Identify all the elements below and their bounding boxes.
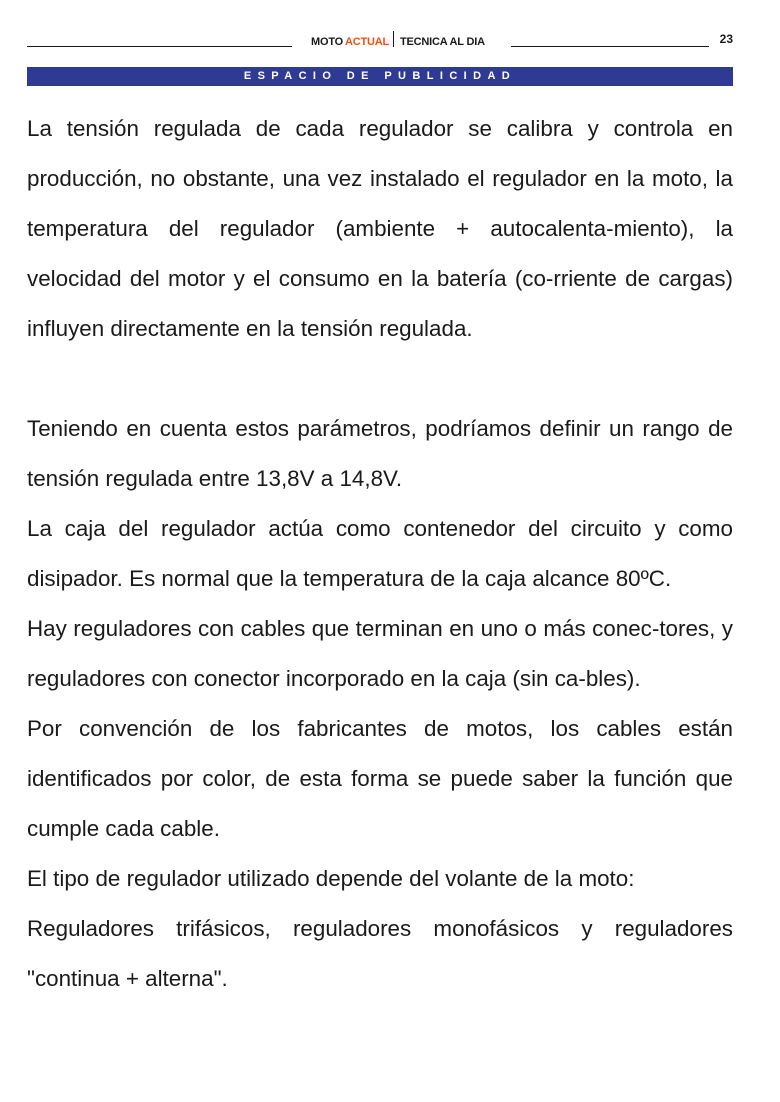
paragraph: La caja del regulador actúa como contenedor del circuito y como disipador. Es normal que la temperatura de la caja alcance 80ºC.	[27, 516, 733, 591]
paragraph: El tipo de regulador utilizado depende del volante de la moto:	[27, 866, 635, 891]
article-body	[27, 104, 733, 1004]
page-number: 23	[719, 32, 733, 46]
page-header	[27, 28, 733, 50]
brand-moto: MOTO	[311, 36, 343, 48]
paragraph: Hay reguladores con cables que terminan en uno o más conec-tores, y reguladores con conector incorporado en la caja (sin ca-bles).	[27, 616, 733, 691]
paragraph: La tensión regulada de cada regulador se calibra y controla en producción, no obstante, una vez instalado el regulador en la moto, la temperatura del regulador (ambiente + autocalenta-miento), la velocidad del motor y el consumo en la batería (co-rriente de cargas) influyen directamente en la tensión regulada.	[27, 116, 733, 341]
advertising-banner: ESPACIO DE PUBLICIDAD	[27, 67, 733, 86]
paragraph: Reguladores trifásicos, reguladores monofásicos y reguladores "continua + alterna".	[27, 916, 733, 991]
header-rule-right	[511, 46, 709, 47]
paragraph: Teniendo en cuenta estos parámetros, podríamos definir un rango de tensión regulada entre 13,8V a 14,8V.	[27, 416, 733, 491]
brand-actual: ACTUAL	[345, 36, 390, 48]
running-header	[311, 34, 485, 50]
paragraph: Por convención de los fabricantes de motos, los cables están identificados por color, de esta forma se puede saber la función que cumple cada cable.	[27, 716, 733, 841]
section-name: TECNICA AL DIA	[400, 36, 485, 48]
header-rule-left	[27, 46, 292, 47]
header-separator	[393, 31, 394, 47]
